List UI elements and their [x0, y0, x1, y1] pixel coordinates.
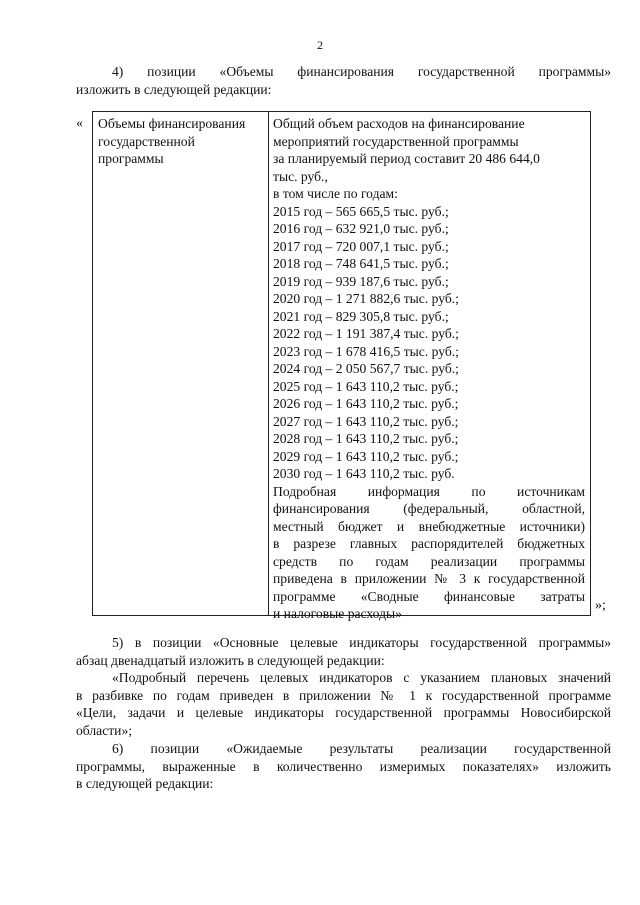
year-row: 2025 год – 1 643 110,2 тыс. руб.; [273, 378, 459, 394]
quote-line-2: в разбивке по годам приведен в приложении № 1 к государственной программе [76, 687, 611, 703]
year-row: 2028 год – 1 643 110,2 тыс. руб.; [273, 431, 459, 446]
year-row: 2016 год – 632 921,0 тыс. руб.; [273, 221, 449, 236]
details-line-2: финансирования (федеральный, областной, [273, 501, 585, 516]
table-close-quote: »; [595, 598, 606, 613]
item-6-line-1: 6) позиции «Ожидаемые результаты реализации государственной [112, 741, 611, 756]
year-row: 2029 год – 1 643 110,2 тыс. руб.; [273, 448, 459, 464]
quoted-indicators-paragraph [76, 669, 611, 739]
details-line-6: приведена в приложении № 3 к государственной [273, 571, 585, 586]
item-6-line-2: программы, выраженные в количественно измеримых показателях» изложить [76, 758, 611, 774]
year-row: 2026 год – 1 643 110,2 тыс. руб.; [273, 396, 459, 411]
intro-line-4: тыс. руб., [273, 168, 328, 184]
details-line-8: и налоговые расходы» [273, 606, 402, 621]
year-row: 2015 год – 565 665,5 тыс. руб.; [273, 203, 449, 219]
year-row: 2017 год – 720 007,1 тыс. руб.; [273, 238, 449, 254]
table-right-cell [273, 115, 585, 623]
table-open-quote: « [76, 116, 83, 131]
item-4-line-2: изложить в следующей редакции: [76, 81, 272, 97]
year-row: 2023 год – 1 678 416,5 тыс. руб.; [273, 343, 459, 359]
year-row: 2021 год – 829 305,8 тыс. руб.; [273, 308, 449, 324]
left-cell-line-1: Объемы финансирования [98, 116, 246, 131]
intro-line-3: за планируемый период составит 20 486 644,0 [273, 151, 540, 166]
year-row: 2018 год – 748 641,5 тыс. руб.; [273, 256, 449, 271]
year-row: 2024 год – 2 050 567,7 тыс. руб.; [273, 361, 459, 376]
details-line-7: программе «Сводные финансовые затраты [273, 588, 585, 604]
left-cell-line-2: государственной [98, 133, 195, 149]
item-5-line-1: 5) в позиции «Основные целевые индикаторы государственной программы» [112, 635, 611, 650]
financing-table [92, 111, 591, 621]
year-row: 2019 год – 939 187,6 тыс. руб.; [273, 273, 449, 289]
details-line-5: средств по годам реализации программы [273, 553, 585, 569]
details-line-3: местный бюджет и внебюджетные источники) [273, 518, 585, 534]
quote-line-3: «Цели, задачи и целевые индикаторы государственной программы Новосибирской [76, 705, 611, 720]
item-6-line-3: в следующей редакции: [76, 776, 214, 791]
item-4-paragraph [76, 63, 611, 98]
table-left-cell [98, 115, 263, 168]
year-row: 2020 год – 1 271 882,6 тыс. руб.; [273, 291, 459, 306]
intro-line-1: Общий объем расходов на финансирование [273, 116, 525, 131]
year-row: 2027 год – 1 643 110,2 тыс. руб.; [273, 413, 459, 429]
intro-line-5: в том числе по годам: [273, 186, 398, 201]
details-line-1: Подробная информация по источникам [273, 483, 585, 499]
item-5-paragraph [76, 634, 611, 669]
table-column-divider [268, 112, 269, 615]
page-number: 2 [317, 38, 323, 52]
quote-line-1: «Подробный перечень целевых индикаторов с указанием плановых значений [112, 670, 611, 685]
details-line-4: в разрезе главных распорядителей бюджетных [273, 536, 585, 551]
item-4-line-1: 4) позиции «Объемы финансирования государственной программы» [112, 64, 611, 79]
left-cell-line-3: программы [98, 151, 164, 166]
intro-line-2: мероприятий государственной программы [273, 133, 519, 149]
item-5-line-2: абзац двенадцатый изложить в следующей редакции: [76, 652, 385, 668]
quote-line-4: области»; [76, 722, 133, 738]
year-row: 2030 год – 1 643 110,2 тыс. руб. [273, 466, 455, 481]
year-row: 2022 год – 1 191 387,4 тыс. руб.; [273, 326, 459, 341]
item-6-paragraph [76, 740, 611, 793]
